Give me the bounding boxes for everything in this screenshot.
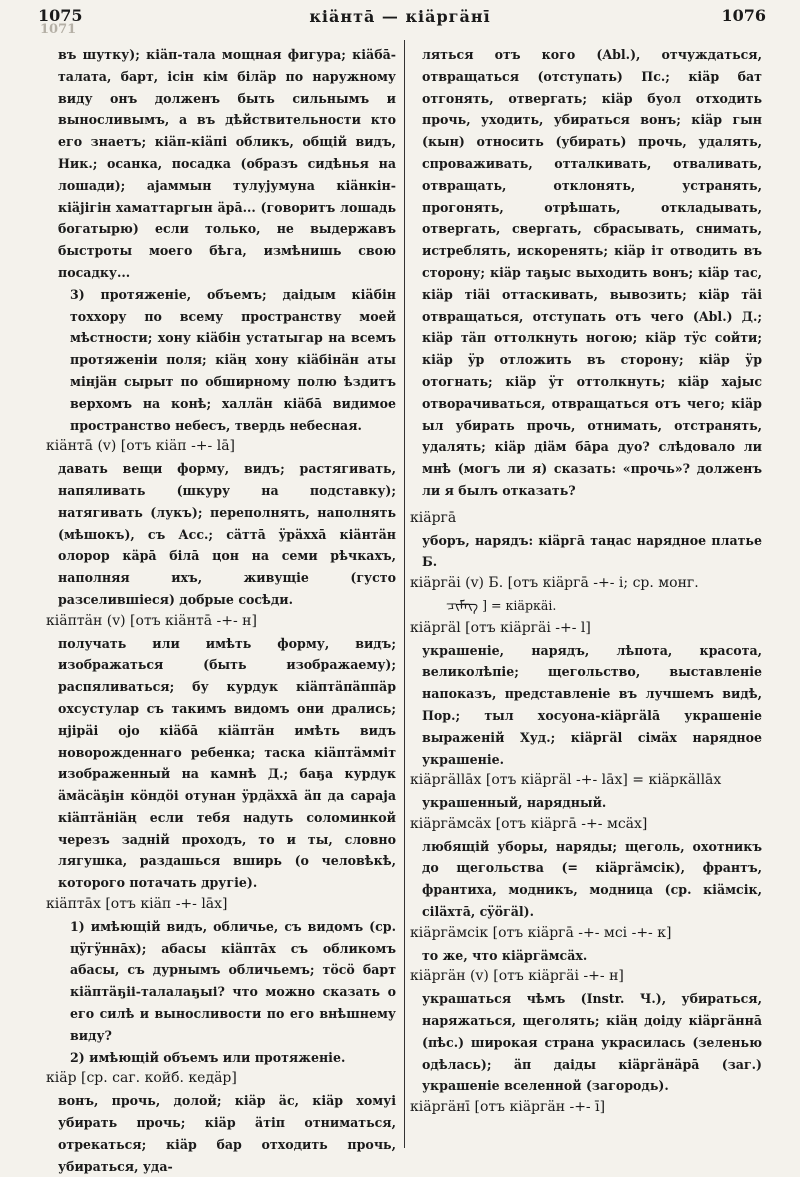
definition: уборъ, нарядъ: кiäргā таңас нарядное платье Б.	[422, 532, 762, 570]
definition: то же, что кiäргäмсäх.	[422, 947, 588, 963]
definition: украшенiе, нарядъ, лѣпота, красота, великолѣпiе; щегольство, выставленiе напоказъ, представленiе въ лучшемъ видѣ, Пор.; тыл хосуона-кiäргälā украшенiе выраженiй Худ.; кiäргäl сiмäх нарядное украшенiе.	[422, 642, 762, 767]
entry-continuation: ляться отъ кого (Abl.), отчуждаться, отвращаться (отступать) Пс.; кiäр бат отгонять, отвергать; кiäр буол отходить прочь, уходить, убираться вонъ; кiäр гын (кын) относить (убирать) прочь, удалять, спроваживать, отталкивать, отваливать, отвращать, отклонять, устранять, прогонять, отрѣшать, откладывать, отвергать, свергать, сбрасывать, снимать, истреблять, искоренять; кiäр iт отводить въ сторону; кiäр таҕыс выходить вонъ; кiäр тас, кiäр тiäi оттаскивать, вывозить; кiäр тäi отвращаться, отступать отъ чего (Abl.) Д.; кiäр тäп оттолкнуть ногою; кiäр тÿс сойти; кiäр ÿр отложить въ сторону; кiäр ӱр отогнать; кiäр ÿт оттолкнуть; кiäр хаjыс отворачиваться, отвращаться отъ чего; кiäр ыл убирать прочь, отнимать, отстранять, удалять; кiäр дiäм бāра дуо? слѣдовало ли мнѣ (могъ ли я) сказать: «прочь»? долженъ ли я былъ отказать?	[422, 47, 762, 498]
cross-reference: ] = кiäркäi.	[482, 597, 557, 613]
entry-sense: 3) протяженiе, объемъ; даiдым кiäбiн тоххору по всему пространству моей мѣстности; хону кiäбiн устатыгар на всемъ протяженiи поля; кiäң хону кiäбiнäн аты мiнjäн сырыт по обширному полю ѣздитъ верхомъ на конѣ; халлäн кiäбā видимое пространство небесъ, твердь небесная.	[70, 286, 396, 433]
headword: кiäптäн (v) [отъ кiäнтā -+- н]	[46, 612, 257, 629]
headword: кiäптāх [отъ кiäп -+- lāх]	[46, 896, 228, 913]
headword: кiäргäi (v) Б. [отъ кiäргā -+- i; ср. монг.	[410, 575, 699, 592]
definition: вонъ, прочь, долой; кiäр äс, кiäр хомуi убирать прочь; кiäр äтiп отниматься, отрекаться; кiäр бар отходить прочь, убираться, уда-	[58, 1093, 396, 1174]
headword: кiäргäмсäх [отъ кiäргā -+- мсäх]	[410, 815, 648, 832]
entry-continuation: въ шутку); кiäп-тала мощная фигура; кiäбā-талата, барт, iсiн кiм бiлäр по наружному виду онъ долженъ быть сильнымъ и выносливымъ, а въ дѣйствительности кто его знаетъ; кiäп-кiäпi обликъ, общiй видъ, Ник.; осанка, посадка (образъ сидѣнья на лошади); ajаммын тулуjумуна кiäнкiн-кiäjiгiн хаматтаргын äрā... (говоритъ лошадь богатырю) если только, не выдержавъ быстроты моего бѣга, измѣнишь свою посадку...	[58, 47, 396, 280]
page-number-ghost: 1071	[40, 22, 77, 37]
headword: кiäргäн (v) [отъ кiäргäi -+- н]	[410, 968, 624, 985]
definition: любящiй уборы, наряды; щеголь, охотникъ до щегольства (= кiäргäмсiк), франтъ, франтиха, модникъ, модница (ср. кiäмсiк, сiläхтā, сÿöгäl).	[422, 838, 762, 920]
left-column	[46, 44, 396, 1174]
headword: кiäргäнī [отъ кiäргäн -+- ī]	[410, 1099, 606, 1116]
headword: кiäргällāх [отъ кiäргäl -+- lāх] = кiäркällāх	[410, 772, 722, 789]
headword: кiäргā	[410, 509, 457, 526]
definition: получать или имѣть форму, видъ; изображаться (быть изображаему); распяливаться; бу курдук кiäптäпäппäр охсустулар съ такимъ видомъ они дрались; нjiрäi оjо кiäбā кiäптäн имѣть видъ новорожденнаго ребенка; таска кiäптäммiт изображенный на камнѣ Д.; баҕа курдук äмäсäҕiн кöндöi отунан ÿрдäххā äп да сараjа кiäптäнiäң если тебя надуть соломинкой черезъ заднiй проходъ, то и ты, словно лягушка, раздашься вширь (о человѣкѣ, которого потачать другiе).	[58, 635, 396, 891]
headword: кiäргäмсiк [отъ кiäргā -+- мсi -+- к]	[410, 924, 672, 941]
right-column	[410, 44, 762, 1152]
definition: украшенный, нарядный.	[422, 795, 607, 811]
definition: украшаться чѣмъ (Instr. Ч.), убираться, наряжаться, щеголять; кiäң доiду кiäргäннā (пѣс.) широкая страна украсилась (зеленью одѣлась); äп даiды кiäргäнäрā (заг.) украшенiе вселенной (загородь).	[422, 991, 762, 1094]
headword: кiäнтā (v) [отъ кiäп -+- lā]	[46, 438, 236, 455]
page-number-right: 1076	[721, 6, 766, 25]
definition-sense-2: 2) имѣющiй объемъ или протяженiе.	[70, 1049, 346, 1065]
definition-sense-1: 1) имѣющiй видъ, обличье, съ видомъ (ср. цÿгÿннāх); абасы кiäптāх съ обликомъ абасы, съ дурнымъ обличьемъ; тöсö барт кiäптäҕiі-талалаҕыі? что можно сказать о его силѣ и выносливости по его внѣшнему виду?	[70, 918, 396, 1043]
headword: кiäргäl [отъ кiäргäi -+- l]	[410, 619, 591, 636]
mongolian-script: ᠴᠢᠮᠡᠭ	[446, 597, 479, 614]
running-head: кiäнтā — кiäргäнī	[309, 7, 491, 26]
page-number-left: 1075	[38, 6, 83, 25]
etymology-line	[410, 595, 762, 618]
definition: давать вещи форму, видъ; растягивать, напяливать (шкуру на подставку); натягивать (лукъ); переполнять, наполнять (мѣшокъ), съ Асс.; сäттā ÿрäххā кiäнтäн олорор кäрā бiлā цон на семи рѣчкахъ, наполняя ихъ, живущiе (густо разселившiеся) добрые сосѣди.	[58, 461, 396, 607]
column-divider	[404, 40, 405, 1148]
page-header	[0, 4, 800, 37]
headword: кiäр [ср. саг. койб. кедäр]	[46, 1070, 237, 1087]
